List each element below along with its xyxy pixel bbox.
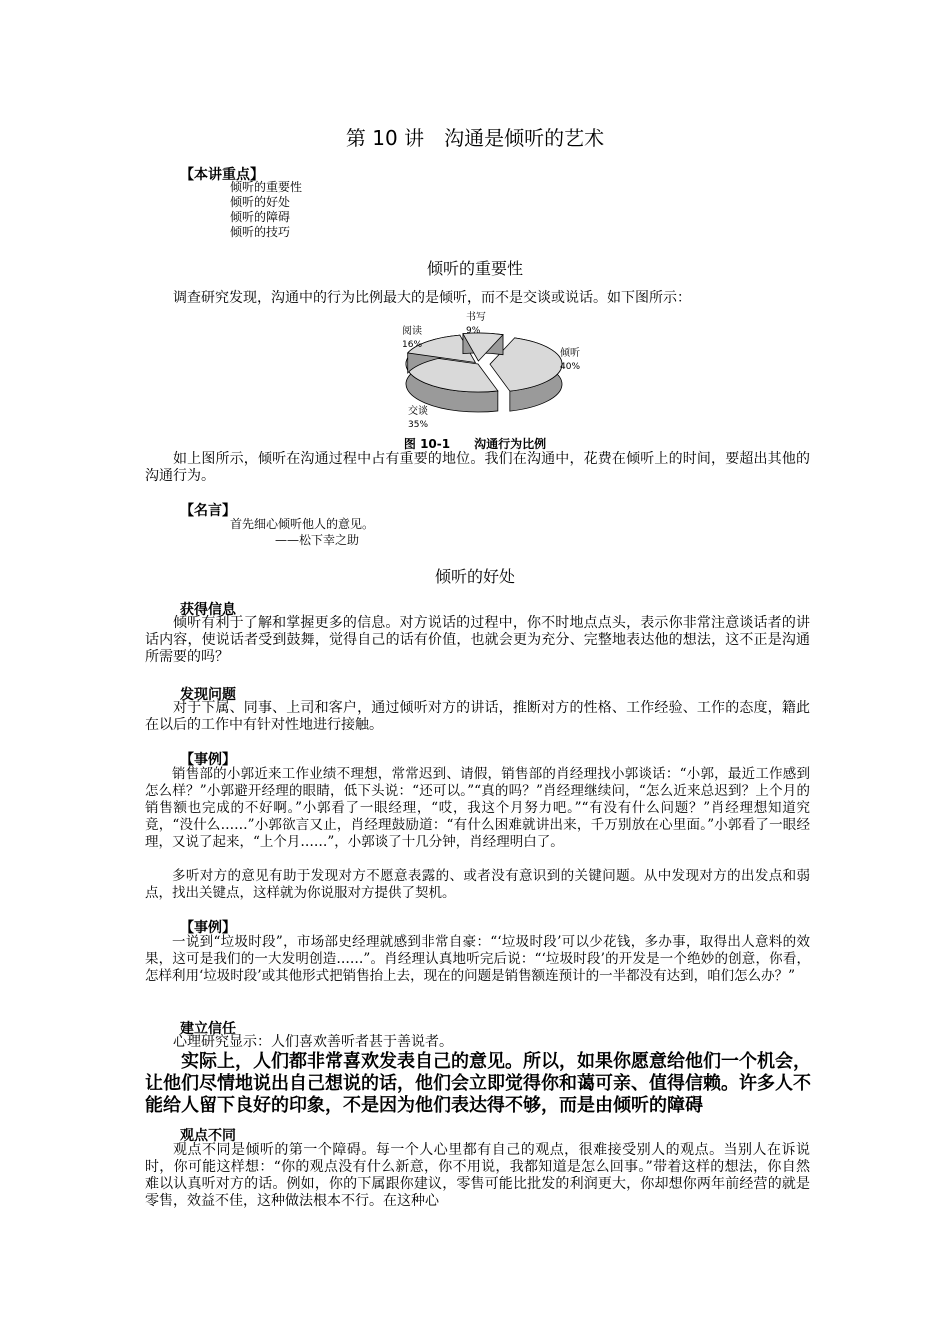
quote-block (230, 516, 374, 548)
pie-slice-value: 16% (402, 340, 423, 350)
subheading-different-views: 观点不同 (180, 1128, 236, 1144)
pie-slice-value: 40% (560, 362, 581, 372)
emphasized-paragraph: 实际上，人们都非常喜欢发表自己的意见。所以，如果你愿意给他们一个机会，让他们尽情地说出自己想说的话，他们会立即觉得你和蔼可亲、值得信赖。许多人不能给人留下良好的印象，不是因为他们表达得不够，而是由倾听的障碍 (145, 1051, 811, 1116)
keypoints-list (230, 180, 302, 240)
case-paragraph-2: 一说到“垃圾时段”，市场部史经理就感到非常自豪：“‘垃圾时段’可以少花钱，多办事，取得出人意料的效果，这可是我们的一大发明创造……”。肖经理认真地听完后说：“‘垃圾时段’的开发是一个绝妙的创意，你看，怎样利用‘垃圾时段’或其他形式把销售抬上去，现在的问题是销售额连预计的一半都没有达到，咱们怎么办？” (145, 934, 810, 984)
paragraph-build-trust: 心理研究显示：人们喜欢善听者甚于善说者。 (173, 1034, 453, 1050)
pie-chart (0, 306, 950, 446)
keypoint-item: 倾听的重要性 (230, 180, 303, 194)
subheading-find-problem: 发现问题 (180, 687, 236, 703)
page-title: 第 10 讲 沟通是倾听的艺术 (345, 126, 605, 150)
case-heading-2: 【事例】 (180, 920, 236, 936)
pie-slice-label: 书写 (466, 312, 486, 323)
quote-heading: 【名言】 (180, 503, 236, 519)
case-summary-1: 多听对方的意见有助于发现对方不愿意表露的、或者没有意识到的关键问题。从中发现对方的出发点和弱点，找出关键点，这样就为你说服对方提供了契机。 (145, 868, 810, 901)
pie-slice-value: 35% (408, 420, 429, 430)
paragraph-different-views: 观点不同是倾听的第一个障碍。每一个人心里都有自己的观点，很难接受别人的观点。当别人在诉说时，你可能这样想：“你的观点没有什么新意，你不用说，我都知道是怎么回事。”带着这样的想法，你自然难以认真听对方的话。例如，你的下属跟你建议，零售可能比批发的利润更大，你却想你两年前经营的就是零售，效益不佳，这种做法根本不行。在这种心 (145, 1142, 810, 1209)
subheading-build-trust: 建立信任 (180, 1021, 236, 1037)
keypoint-item: 倾听的好处 (230, 195, 291, 209)
quote-text: 首先细心倾听他人的意见。 (230, 517, 375, 531)
chart-caption: 图 10-1 沟通行为比例 (403, 437, 547, 451)
case-heading-1: 【事例】 (180, 752, 236, 768)
paragraph-get-info: 倾听有利于了解和掌握更多的信息。对方说话的过程中，你不时地点点头，表示你非常注意谈话者的讲话内容，使说话者受到鼓舞，觉得自己的话有价值，也就会更为充分、完整地表达他的想法，这不正是沟通所需要的吗？ (145, 615, 810, 665)
section-heading-importance: 倾听的重要性 (426, 259, 523, 278)
paragraph-find-problem: 对于下属、同事、上司和客户，通过倾听对方的讲话，推断对方的性格、工作经验、工作的态度，籍此在以后的工作中有针对性地进行接触。 (145, 700, 810, 733)
subheading-get-info: 获得信息 (180, 602, 236, 618)
keypoint-item: 倾听的障碍 (230, 210, 291, 224)
section-heading-benefits: 倾听的好处 (434, 567, 515, 586)
keypoint-item: 倾听的技巧 (230, 225, 291, 239)
pie-slice-label: 阅读 (402, 326, 422, 337)
pie-slice-label: 倾听 (560, 348, 580, 359)
pie-slice-value: 9% (466, 326, 481, 336)
pie-slice-label: 交谈 (408, 406, 428, 417)
case-paragraph-1: 销售部的小郭近来工作业绩不理想，常常迟到、请假，销售部的肖经理找小郭谈话：“小郭，最近工作感到怎么样？”小郭避开经理的眼睛，低下头说：“还可以。”“真的吗？”肖经理继续问，“怎么近来总迟到？上个月的销售额也完成的不好啊。”小郭看了一眼经理，“哎，我这个月努力吧。”“有没有什么问题？”肖经理想知道究竟，“没什么……”小郭欲言又止，肖经理鼓励道：“有什么困难就讲出来，千万别放在心里面。”小郭看了一眼经理，又说了起来，“上个月……”，小郭谈了十几分钟，肖经理明白了。 (145, 766, 810, 850)
quote-author: ——松下幸之助 (275, 533, 360, 547)
section-intro: 调查研究发现，沟通中的行为比例最大的是倾听，而不是交谈或说话。如下图所示： (173, 290, 691, 306)
keypoints-heading: 【本讲重点】 (180, 167, 264, 183)
section-after-chart: 如上图所示，倾听在沟通过程中占有重要的地位。我们在沟通中，花费在倾听上的时间，要超出其他的沟通行为。 (145, 451, 810, 484)
